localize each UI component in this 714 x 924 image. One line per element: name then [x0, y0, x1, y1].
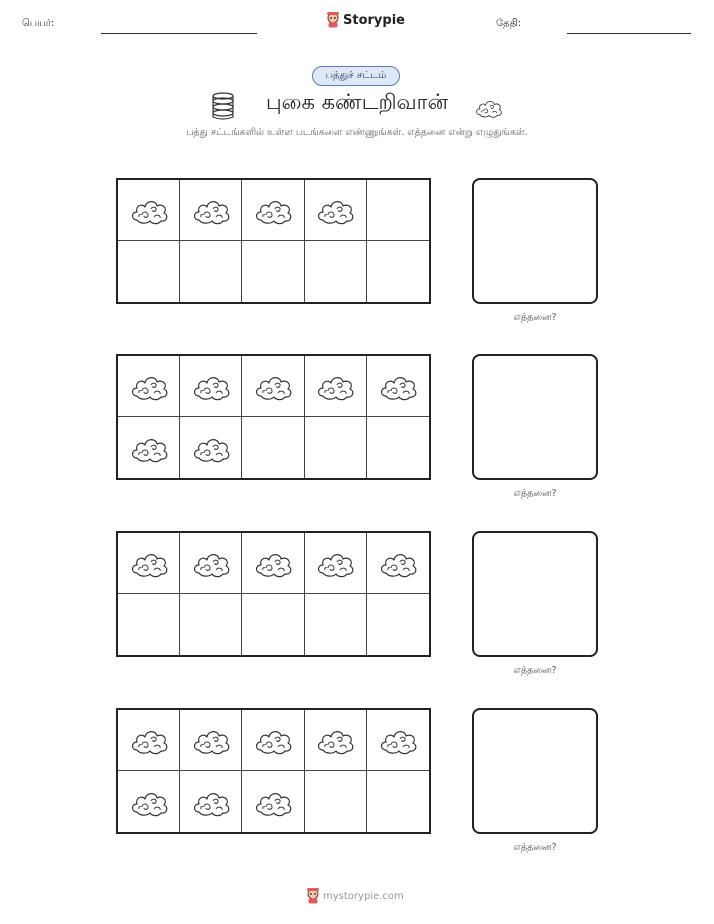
smoke-cloud-icon [129, 786, 169, 818]
footer [306, 888, 404, 904]
smoke-cloud-icon [315, 547, 355, 579]
frame-cell [242, 771, 304, 832]
frame-cell [180, 594, 242, 655]
smoke-cloud-icon [191, 432, 231, 464]
frame-cell [118, 180, 180, 241]
frame-cell [367, 417, 429, 478]
smoke-cloud-icon [474, 96, 503, 119]
frame-cell [118, 356, 180, 417]
how-many-label: எத்தனை? [513, 488, 557, 499]
frame-cell [305, 533, 367, 594]
ten-frame [116, 354, 431, 480]
frame-cell [367, 241, 429, 302]
how-many-label: எத்தனை? [513, 665, 557, 676]
smoke-cloud-icon [253, 194, 293, 226]
frame-cell [118, 533, 180, 594]
frame-cell [180, 771, 242, 832]
date-line [567, 33, 691, 34]
frame-cell [242, 356, 304, 417]
frame-cell [242, 417, 304, 478]
frame-cell [242, 594, 304, 655]
smoke-cloud-icon [191, 547, 231, 579]
smoke-cloud-icon [129, 370, 169, 402]
how-many-label: எத்தனை? [513, 312, 557, 323]
smoke-cloud-icon [191, 724, 231, 756]
ten-frame [116, 178, 431, 304]
smoke-cloud-icon [129, 547, 169, 579]
storypie-mascot-icon [306, 888, 320, 904]
frame-cell [118, 771, 180, 832]
smoke-cloud-icon [315, 370, 355, 402]
answer-box[interactable] [472, 531, 598, 657]
smoke-cloud-icon [253, 370, 293, 402]
instructions: பத்து சட்டங்களில் உள்ள படங்களை எண்ணுங்கள். எத்தனை என்று எழுதுங்கள். [186, 127, 528, 138]
frame-cell [180, 710, 242, 771]
frame-cell [367, 533, 429, 594]
frame-cell [118, 241, 180, 302]
frame-cell [180, 180, 242, 241]
frame-cell [305, 356, 367, 417]
smoke-cloud-icon [315, 724, 355, 756]
ten-frame [116, 708, 431, 834]
frame-cell [242, 710, 304, 771]
smoke-cloud-icon [191, 194, 231, 226]
name-line [101, 33, 257, 34]
storypie-mascot-icon [326, 12, 340, 28]
frame-cell [242, 180, 304, 241]
frame-cell [242, 533, 304, 594]
date-label: தேதி: [496, 18, 522, 29]
frame-cell [118, 594, 180, 655]
brand-logo [326, 12, 405, 28]
frame-cell [242, 241, 304, 302]
smoke-cloud-icon [253, 724, 293, 756]
frame-cell [118, 710, 180, 771]
frame-cell [305, 180, 367, 241]
frame-cell [305, 710, 367, 771]
frame-cell [305, 241, 367, 302]
smoke-cloud-icon [253, 786, 293, 818]
topic-badge: பத்துச் சட்டம் [312, 66, 400, 86]
answer-box[interactable] [472, 178, 598, 304]
smoke-cloud-icon [129, 432, 169, 464]
smoke-cloud-icon [378, 724, 418, 756]
smoke-cloud-icon [378, 370, 418, 402]
smoke-cloud-icon [253, 547, 293, 579]
frame-cell [367, 594, 429, 655]
smoke-cloud-icon [378, 547, 418, 579]
smoke-cloud-icon [191, 786, 231, 818]
frame-cell [180, 417, 242, 478]
brand-name: Storypie [343, 12, 405, 28]
answer-box[interactable] [472, 354, 598, 480]
name-label: பெயர்: [22, 18, 55, 29]
frame-cell [305, 594, 367, 655]
smoke-cloud-icon [315, 194, 355, 226]
frame-cell [180, 533, 242, 594]
page-title: புகை கண்டறிவான் [266, 90, 448, 114]
frame-cell [180, 241, 242, 302]
frame-cell [367, 771, 429, 832]
frame-cell [180, 356, 242, 417]
frame-cell [118, 417, 180, 478]
frame-cell [367, 356, 429, 417]
footer-url: mystorypie.com [323, 890, 404, 902]
smoke-cloud-icon [129, 194, 169, 226]
smoke-cloud-icon [129, 724, 169, 756]
frame-cell [367, 180, 429, 241]
how-many-label: எத்தனை? [513, 842, 557, 853]
frame-cell [305, 771, 367, 832]
smoke-cloud-icon [191, 370, 231, 402]
frame-cell [367, 710, 429, 771]
ten-frame [116, 531, 431, 657]
answer-box[interactable] [472, 708, 598, 834]
frame-cell [305, 417, 367, 478]
